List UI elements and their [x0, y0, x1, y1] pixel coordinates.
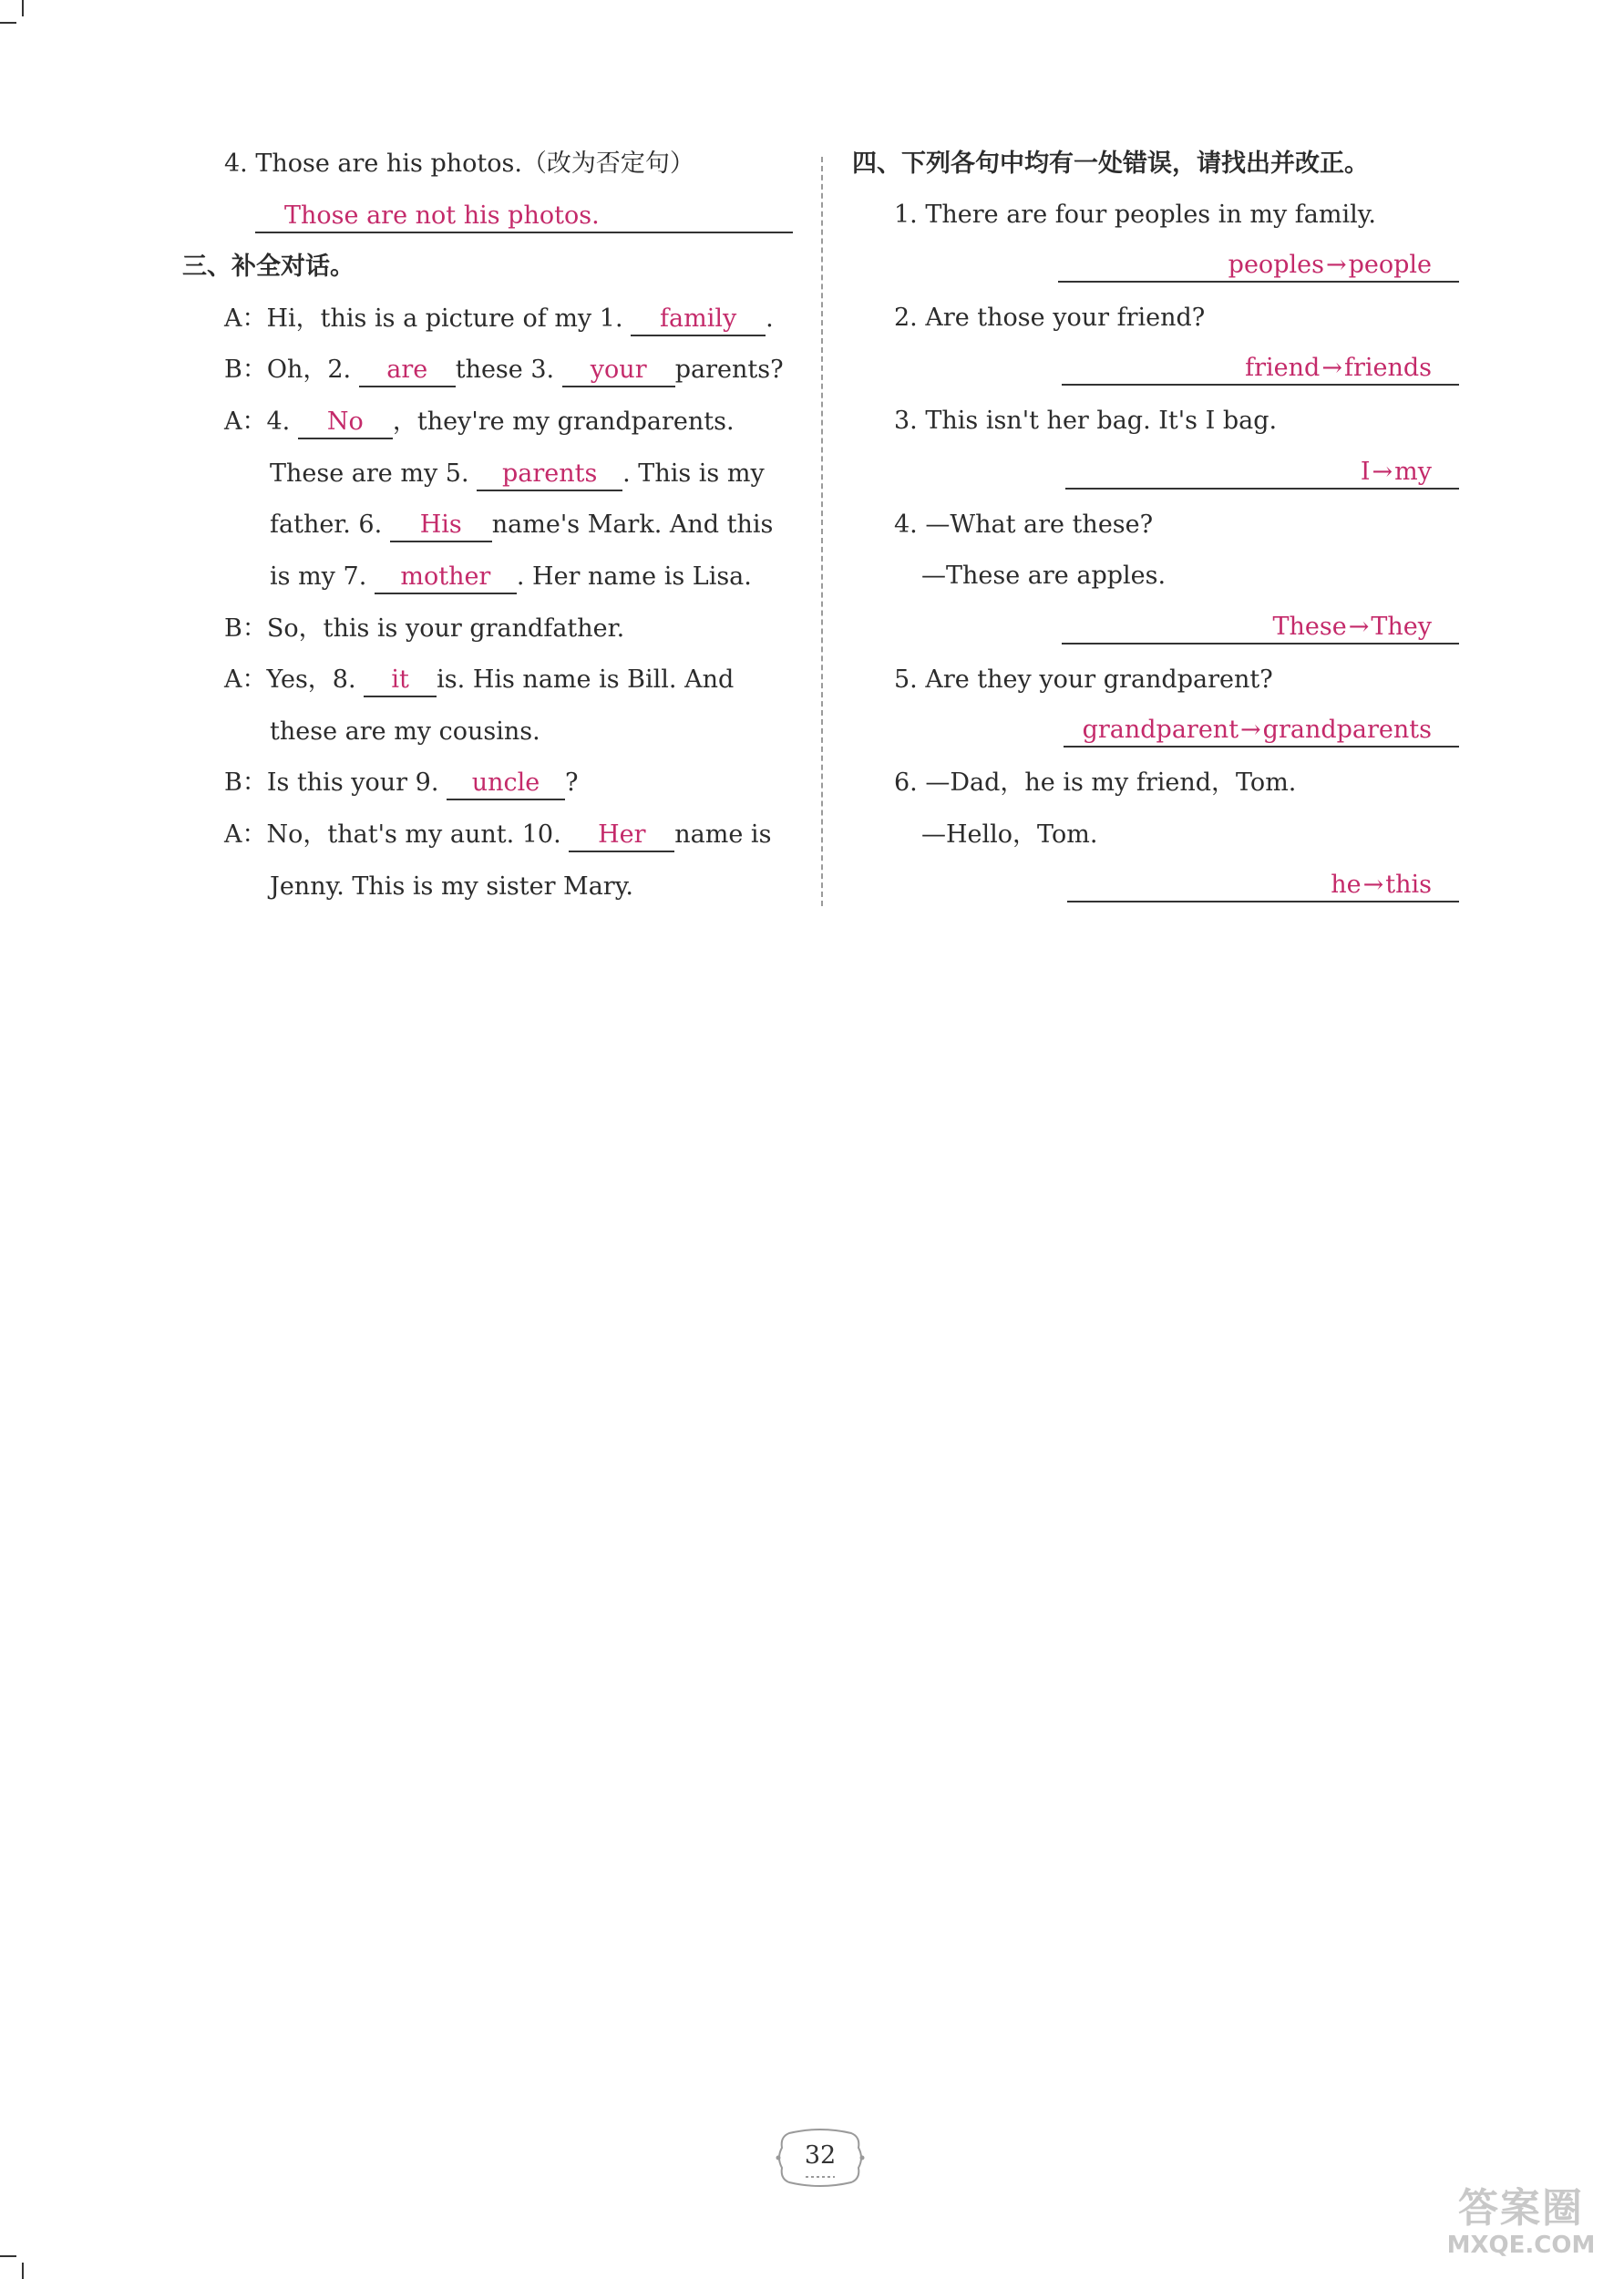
- dialogue-text: A：Yes，8.: [224, 665, 365, 694]
- dialogue-text: B：Oh，2.: [224, 356, 359, 384]
- dialogue-text: These are my 5.: [270, 459, 478, 488]
- correction-from: he: [1331, 871, 1362, 899]
- section-4-heading: 四、下列各句中均有一处错误，请找出并改正。: [852, 150, 1369, 178]
- correction-from: peoples: [1228, 251, 1324, 279]
- crop-mark-left-top: [0, 22, 16, 24]
- page-number-badge: [773, 2124, 868, 2191]
- dialogue-line-8: [224, 662, 734, 702]
- arrow-icon: →: [1325, 251, 1347, 279]
- error-item-2: 2. Are those your friend?: [894, 304, 1206, 332]
- dialogue-line-10: [224, 765, 578, 805]
- correction-from: I: [1360, 458, 1371, 486]
- error-item-6: 6. —Dad，he is my friend，Tom.: [894, 768, 1297, 797]
- correction-from: These: [1272, 613, 1347, 641]
- dialogue-text: is. His name is Bill. And: [437, 665, 735, 694]
- dialogue-text: A：4.: [224, 407, 298, 436]
- error-item-6-reply: —Hello，Tom.: [921, 820, 1098, 849]
- correction-from: friend: [1245, 354, 1321, 382]
- arrow-icon: →: [1348, 613, 1370, 641]
- watermark-url: MXQE.COM: [1446, 2232, 1596, 2259]
- dialogue-line-3: [224, 404, 735, 444]
- error-item-1: 1. There are four peoples in my family.: [894, 201, 1376, 229]
- dialogue-text: ，they're my grandparents.: [392, 407, 735, 436]
- correction-to: this: [1385, 871, 1432, 899]
- blank-10[interactable]: Her: [569, 820, 674, 852]
- dialogue-text: A：No，that's my aunt. 10.: [224, 820, 570, 849]
- error-item-4: 4. —What are these?: [894, 510, 1154, 539]
- dialogue-line-4: [270, 456, 765, 496]
- error-item-3: 3. This isn't her bag. It's I bag.: [894, 407, 1278, 435]
- error-item-4-reply: —These are apples.: [921, 562, 1167, 590]
- blank-1[interactable]: family: [631, 304, 766, 336]
- error-item-5: 5. Are they your grandparent?: [894, 665, 1273, 694]
- question-4-prompt: 4. Those are his photos.（改为否定句）: [224, 150, 694, 178]
- dialogue-text: name's Mark. And this: [491, 510, 774, 539]
- correction-1[interactable]: [1058, 248, 1459, 283]
- blank-4[interactable]: No: [298, 407, 393, 439]
- correction-to: people: [1348, 251, 1432, 279]
- question-4-answer[interactable]: Those are not his photos.: [255, 199, 793, 233]
- correction-to: friends: [1343, 354, 1432, 382]
- correction-3[interactable]: [1065, 455, 1459, 490]
- arrow-icon: →: [1372, 458, 1393, 486]
- crop-mark-bottom-left: [22, 2263, 24, 2279]
- dialogue-text: ?: [565, 768, 579, 797]
- correction-from: grandparent: [1082, 716, 1239, 744]
- dialogue-line-6: [270, 559, 752, 599]
- dialogue-text: father. 6.: [270, 510, 390, 539]
- crop-mark-top-left: [22, 0, 24, 16]
- blank-2[interactable]: are: [359, 355, 456, 387]
- arrow-icon: →: [1321, 354, 1342, 382]
- dialogue-text: name is: [674, 820, 772, 849]
- blank-5[interactable]: parents: [477, 459, 622, 491]
- dialogue-text: .: [766, 304, 774, 333]
- watermark-text: 答案圈: [1458, 2185, 1584, 2232]
- dialogue-text: . Her name is Lisa.: [516, 562, 752, 591]
- section-3-heading: 三、补全对话。: [182, 253, 355, 281]
- dialogue-text: . This is my: [622, 459, 765, 488]
- dialogue-line-12: Jenny. This is my sister Mary.: [270, 872, 633, 901]
- correction-4[interactable]: [1062, 610, 1459, 645]
- dialogue-line-1: [224, 301, 774, 341]
- column-divider: [821, 157, 823, 906]
- dialogue-line-5: [270, 507, 773, 547]
- page-number: 32: [804, 2141, 837, 2170]
- blank-3[interactable]: your: [562, 355, 675, 387]
- arrow-icon: →: [1240, 716, 1261, 744]
- correction-to: grandparents: [1262, 716, 1432, 744]
- dialogue-line-11: [224, 817, 771, 857]
- blank-9[interactable]: uncle: [447, 768, 565, 800]
- correction-2[interactable]: [1062, 351, 1459, 386]
- correction-to: my: [1394, 458, 1432, 486]
- watermark-logo: [1434, 2186, 1608, 2266]
- dialogue-text: parents?: [674, 356, 784, 384]
- blank-8[interactable]: it: [364, 665, 437, 697]
- dialogue-text: these 3.: [455, 356, 562, 384]
- dialogue-text: A：Hi，this is a picture of my 1.: [224, 304, 632, 333]
- arrow-icon: →: [1362, 871, 1384, 899]
- dialogue-line-2: [224, 352, 784, 392]
- blank-6[interactable]: His: [390, 510, 492, 542]
- correction-6[interactable]: [1067, 868, 1459, 902]
- dialogue-line-7: B：So，this is your grandfather.: [224, 614, 625, 643]
- correction-5[interactable]: [1064, 713, 1459, 748]
- correction-to: They: [1371, 613, 1432, 641]
- crop-mark-left-bottom: [0, 2255, 16, 2257]
- dialogue-line-9: these are my cousins.: [270, 717, 540, 746]
- blank-7[interactable]: mother: [375, 562, 517, 594]
- dialogue-text: B：Is this your 9.: [224, 768, 447, 797]
- dialogue-text: is my 7.: [270, 562, 375, 591]
